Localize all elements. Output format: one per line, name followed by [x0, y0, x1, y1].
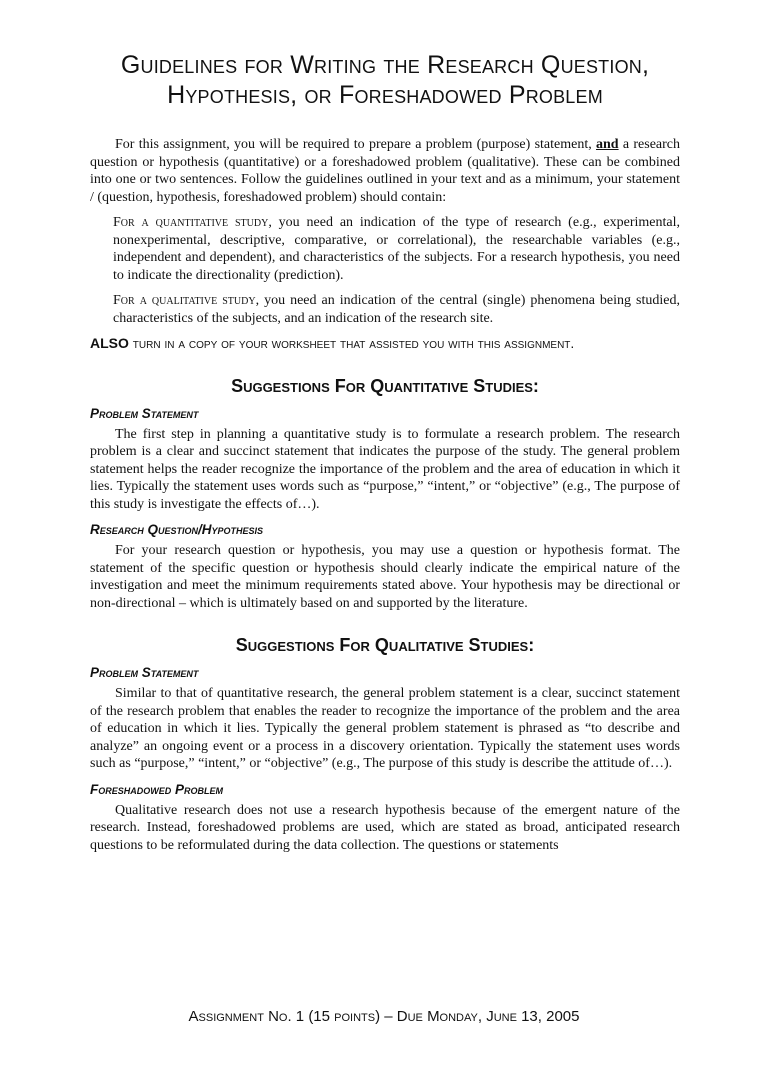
qualitative-problem-paragraph: Similar to that of quantitative research, the general problem statement is a clear, succinct statement of the research problem that enables the reader to recognize the importance of the problem and the area of education in which it lies. Typically the general problem statement is phrased as “to describe and analyze” an ongoing event or a process in a discovery orientation. Typically the statement uses words such as “purpose,” “intent,” or “objective” (e.g., The purpose of this study is describe the attitude of…). [90, 686, 680, 771]
title-line-2: Hypothesis, or Foreshadowed Problem [167, 81, 603, 109]
foreshadowed-problem-heading: Foreshadowed Problem [90, 781, 224, 797]
intro-text-after: a research question or hypothesis (quantitative) or a foreshadowed problem (qualitative). These can be combined into one or two sentences. Follow the guidelines outlined in your text and as a minimum, your statement / (question, hypothesis, foreshadowed problem) should contain: [90, 137, 681, 205]
quantitative-lead: For a quantitative study [113, 215, 269, 230]
research-question-paragraph: For your research question or hypothesis, you may use a question or hypothesis format. The statement of the specific question or hypothesis should clearly indicate the empirical nature of the investigation and meet the minimum requirements stated above. Your hypothesis may be directional or non-directional – which is ultimately based on and supported by the literature. [90, 543, 680, 611]
quantitative-problem-paragraph: The first step in planning a quantitative study is to formulate a research problem. The research problem is a clear and succinct statement that indicates the purpose of the study. The general problem statement helps the reader recognize the importance of the problem and the area of education in which it lies. Typically the statement uses words such as “purpose,” “intent,” or “objective” (e.g., The purpose of this study is investigate the effects of…). [90, 426, 680, 512]
quantitative-section-heading: Suggestions For Quantitative Studies: [231, 375, 539, 396]
also-rest: turn in a copy of your worksheet that assisted you with this assignment. [128, 335, 575, 351]
page-title [90, 50, 680, 110]
quantitative-text: , you need an indication of the type of research (e.g., experimental, nonexperimental, descriptive, comparative, or correlational), the researchable variables (e.g., independent and dependent), and characteristics of the subjects. For a research hypothesis, you need to indicate the directionality (prediction). [113, 215, 680, 283]
qualitative-requirement [113, 292, 680, 327]
intro-text-before: For this assignment, you will be required to prepare a problem (purpose) statement, [115, 137, 597, 152]
qualitative-lead: For a qualitative study [113, 293, 256, 308]
quantitative-requirement [113, 214, 680, 284]
page-footer: Assignment No. 1 (15 points) – Due Monday, June 13, 2005 [188, 1008, 580, 1025]
qualitative-text: , you need an indication of the central (single) phenomena being studied, characteristics of the subjects, and an indication of the research site. [113, 293, 680, 326]
title-line-1: Guidelines for Writing the Research Question, [120, 51, 650, 79]
also-note [90, 335, 680, 353]
research-question-heading: Research Question/Hypothesis [90, 522, 264, 537]
also-lead: ALSO [90, 335, 129, 351]
qualitative-section-heading: Suggestions For Qualitative Studies: [235, 635, 535, 655]
intro-emphasis: and [596, 137, 619, 152]
document-page [0, 50, 768, 1074]
qualitative-problem-heading: Problem Statement [90, 665, 199, 680]
quantitative-problem-heading: Problem Statement [90, 405, 199, 421]
intro-paragraph [90, 136, 680, 206]
foreshadowed-problem-paragraph: Qualitative research does not use a research hypothesis because of the emergent nature of the research. Instead, foreshadowed problems are used, which are stated as broad, anticipated research questions to be reformulated during the data collection. The questions or statements [90, 802, 680, 853]
